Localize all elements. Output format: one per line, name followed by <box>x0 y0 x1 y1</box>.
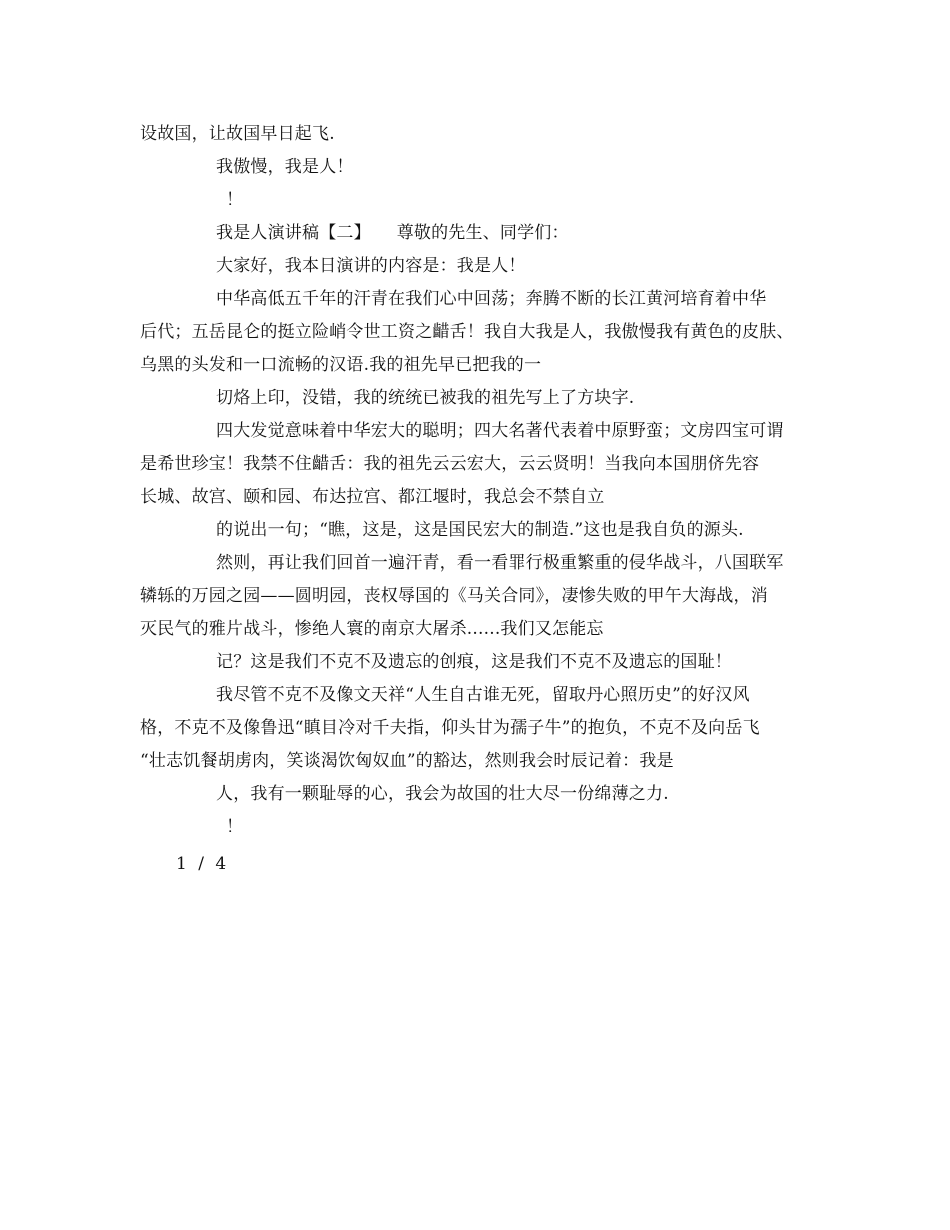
text-line: 格，不克不及像鲁迅“瞋目冷对千夫指，仰头甘为孺子牛”的抱负，不克不及向岳飞 <box>140 718 760 738</box>
text-line: 的说出一句；“瞧，这是，这是国民宏大的制造.”这也是我自负的源头. <box>216 520 744 540</box>
text-line: “壮志饥餐胡虏肉，笑谈渴饮匈奴血”的豁达，然则我会时辰记着：我是 <box>140 751 674 771</box>
page-number: 1 / 4 <box>176 854 230 874</box>
text-line: 大家好，我本日演讲的内容是：我是人！ <box>216 256 526 276</box>
text-line: 然则，再让我们回首一遍汗青，看一看罪行极重繁重的侵华战斗，八国联军 <box>216 553 784 573</box>
text-line: 乌黑的头发和一口流畅的汉语.我的祖先早已把我的一 <box>140 355 542 375</box>
text-line: 四大发觉意味着中华宏大的聪明；四大名著代表着中原野蛮；文房四宝可谓 <box>216 421 784 441</box>
text-line: 人，我有一颗耻辱的心，我会为故国的壮大尽一份绵薄之力. <box>216 784 669 804</box>
text-line: 记？这是我们不克不及遗忘的创痕，这是我们不克不及遗忘的国耻！ <box>216 652 732 672</box>
text-line: 后代；五岳昆仑的挺立险峭令世工资之齰舌！我自大我是人，我傲慢我有黄色的皮肤、 <box>140 322 794 342</box>
text-line: 是希世珍宝！我禁不住齰舌：我的祖先云云宏大，云云贤明！当我向本国朋侪先容 <box>140 454 760 474</box>
text-line: ！ <box>226 817 244 837</box>
text-line: 辚轹的万园之园——圆明园，丧权辱国的《马关合同》，凄惨失败的甲午大海战，消 <box>140 586 768 606</box>
text-line: 中华高低五千年的汗青在我们心中回荡；奔腾不断的长江黄河培育着中华 <box>216 289 767 309</box>
document-body <box>140 118 840 844</box>
text-line: 切烙上印，没错，我的统统已被我的祖先写上了方块字. <box>216 388 635 408</box>
text-line: ！ <box>226 190 244 210</box>
section-heading: 我是人演讲稿【二】 尊敬的先生、同学们： <box>216 223 569 243</box>
text-line: 我尽管不克不及像文天祥“人生自古谁无死，留取丹心照历史”的好汉风 <box>216 685 750 705</box>
text-line: 灭民气的雅片战斗，惨绝人寰的南京大屠杀......我们又怎能忘 <box>140 619 604 639</box>
text-line: 长城、故宫、颐和园、布达拉宫、都江堰时，我总会不禁自立 <box>140 487 605 507</box>
text-line: 设故国，让故国早日起飞. <box>140 124 335 144</box>
text-line: 我傲慢，我是人！ <box>216 157 354 177</box>
